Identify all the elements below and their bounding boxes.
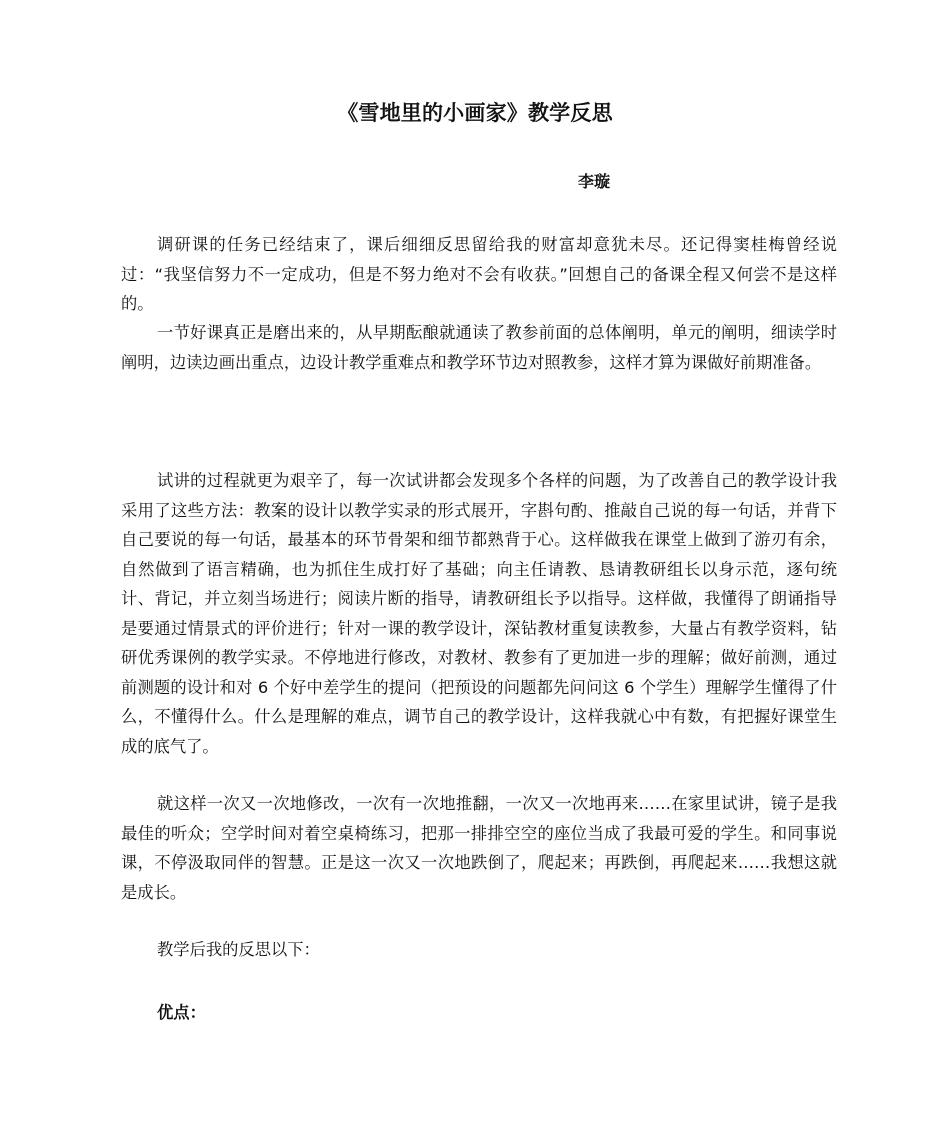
author-name: 李璇 — [578, 172, 611, 191]
document-title: 《雪地里的小画家》教学反思 — [337, 101, 613, 125]
paragraph-2: 一节好课真正是磨出来的，从早期酝酿就通读了教参前面的总体阐明，单元的阐明，细读学时阐明，边读边画出重点，边设计教学重难点和教学环节边对照教参，这样才算为课做好前期准备。 — [121, 323, 837, 372]
paragraph-1: 调研课的任务已经结束了，课后细细反思留给我的财富却意犹未尽。还记得窦桂梅曾经说过：“我坚信努力不一定成功，但是不努力绝对不会有收获。”回想自己的备课全程又何尝不是这样的。 — [121, 235, 837, 313]
paragraph-5: 教学后我的反思以下： — [157, 940, 320, 959]
section-label-advantages: 优点： — [157, 1003, 206, 1022]
paragraph-3: 试讲的过程就更为艰辛了，每一次试讲都会发现多个各样的问题，为了改善自己的教学设计我采用了这些方法：教案的设计以教学实录的形式展开，字斟句酌、推敲自己说的每一句话，并背下自己要说的每一句话，最基本的环节骨架和细节都熟背于心。这样做我在课堂上做到了游刃有余，自然做到了语言精确，也为抓住生成打好了基础；向主任请教、恳请教研组长以身示范，逐句统计、背记，并立刻当场进行；阅读片断的指导，请教研组长予以指导。这样做，我懂得了朗诵指导是要通过情景式的评价进行；针对一课的教学设计，深钻教材重复读教参，大量占有教学资料，钻研优秀课例的教学实录。不停地进行修改，对教材、教参有了更加进一步的理解；做好前测，通过前测题的设计和对 6 个好中差学生的提问（把预设的问题都先问问这 6 个学生）理解学生懂得了什么，不懂得什么。什么是理解的难点，调节自己的教学设计，这样我就心中有数，有把握好课堂生成的底气了。 — [121, 471, 837, 756]
paragraph-4: 就这样一次又一次地修改，一次有一次地推翻，一次又一次地再来……在家里试讲，镜子是我最佳的听众；空学时间对着空桌椅练习，把那一排排空空的座位当成了我最可爱的学生。和同事说课，不停汲取同伴的智慧。正是这一次又一次地跌倒了，爬起来；再跌倒，再爬起来……我想这就是成长。 — [121, 794, 837, 902]
